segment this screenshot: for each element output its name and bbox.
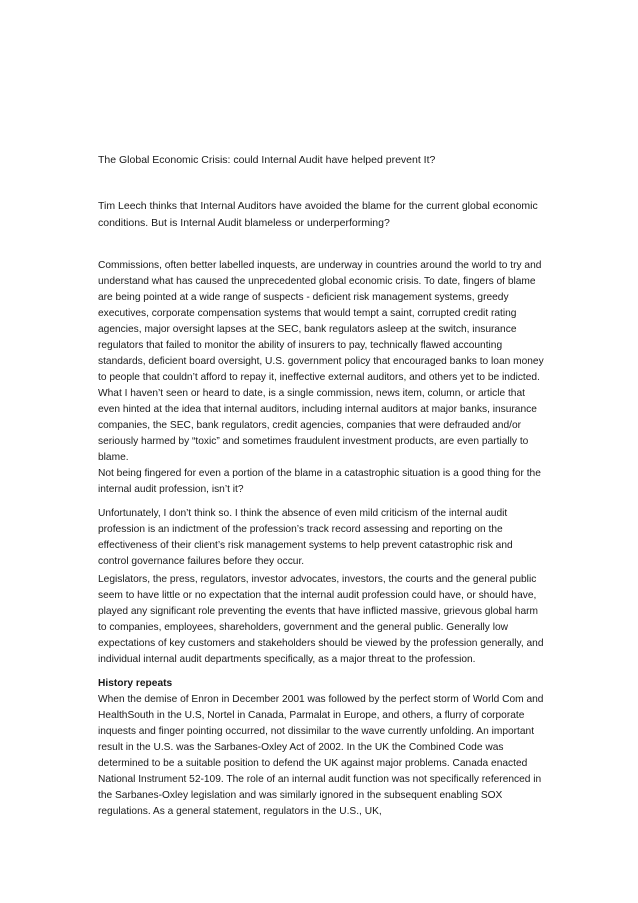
paragraph-not-fingered: Not being fingered for even a portion of the blame in a catastrophic situation is a good thing for the internal audit profession, isn’t it? [98, 468, 541, 495]
paragraph-legislators: Legislators, the press, regulators, investor advocates, investors, the courts and the general public seem to have little or no expectation that the internal audit profession could have, or should have, played any significant role preventing the events that have inflicted massive, grievous global harm to companies, employees, shareholders, government and the general public. Generally low expectations of key customers and stakeholders should be viewed by the profession generally, and individual internal audit departments specifically, as a major threat to the profession. [98, 574, 544, 665]
paragraph-not-seen: What I haven’t seen or heard to date, is a single commission, news item, column, or article that even hinted at the idea that internal auditors, including internal auditors at major banks, insurance companies, the SEC, bank regulators, credit agencies, companies that were defrauded and/or seriously harmed by “toxic” and sometimes fraudulent investment products, are even partially to blame. [98, 388, 537, 463]
paragraph-commissions: Commissions, often better labelled inquests, are underway in countries around the world to try and understand what has caused the unprecedented global economic crisis. To date, fingers of blame are being pointed at a wide range of suspects - deficient risk management systems, greedy executives, corporate compensation systems that would tempt a saint, corrupted credit rating agencies, major oversight lapses at the SEC, bank regulators asleep at the switch, insurance regulators that failed to monitor the ability of insurers to pay, technically flawed accounting standards, deficient board oversight, U.S. government policy that encouraged banks to loan money to people that couldn’t afford to repay it, ineffective external auditors, and others yet to be indicted. [98, 260, 544, 383]
document-title: The Global Economic Crisis: could Internal Audit have helped prevent It? [98, 154, 436, 166]
section-paragraph: When the demise of Enron in December 2001 was followed by the perfect storm of World Com and HealthSouth in the U.S, Nortel in Canada, Parmalat in Europe, and others, a flurry of corporate inquests and finger pointing occurred, not dissimilar to the wave currently unfolding. An important result in the U.S. was the Sarbanes-Oxley Act of 2002. In the UK the Combined Code was determined to be a suitable position to defend the UK against major problems. Canada enacted National Instrument 52-109. The role of an internal audit function was not specifically referenced in the Sarbanes-Oxley legislation and was similarly ignored in the subsequent enabling SOX regulations. As a general statement, regulators in the U.S., UK, [98, 694, 544, 817]
paragraph-unfortunately: Unfortunately, I don’t think so. I think the absence of even mild criticism of the internal audit profession is an indictment of the profession’s track record assessing and reporting on the effectiveness of their client’s risk management systems to help prevent catastrophic risk and control governance failures before they occur. [98, 508, 513, 567]
document-intro: Tim Leech thinks that Internal Auditors have avoided the blame for the current global economic conditions. But is Internal Audit blameless or underperforming? [98, 200, 538, 229]
section-heading: History repeats [98, 678, 173, 689]
section-history-repeats [98, 676, 546, 820]
